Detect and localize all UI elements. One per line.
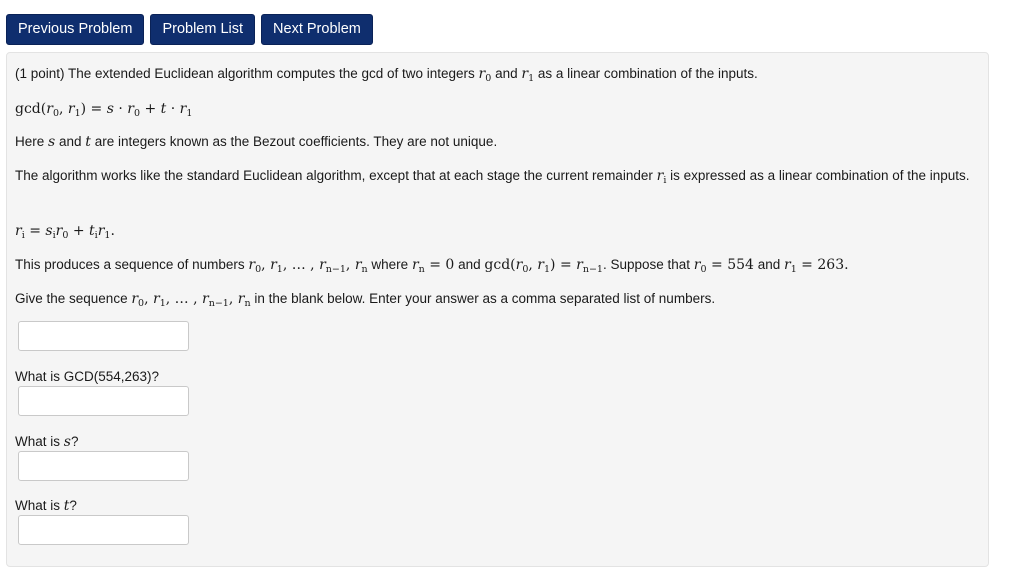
s-question: What is s? — [15, 434, 79, 450]
gcd-formula: $\gcd(r_0$, $r_1) = s \cdot r_0 + t \cdot r_1$ — [15, 101, 193, 119]
give-sequence-text: Give the sequence $r_0$, $r_1$, … , $r_{n-1}$, $r_n$ in the blank below. Enter your answer as a comma separated list of numbers. — [15, 291, 716, 309]
gcd-answer-input[interactable] — [18, 386, 189, 416]
t-answer-input[interactable] — [18, 515, 189, 545]
bezout-text: Here s and t are integers known as the Bezout coefficients. They are not unique. — [15, 134, 498, 150]
remainder-formula: $r_i = s_ir_0 + t_ir_1$. — [15, 223, 115, 241]
problem-navigation — [6, 14, 373, 45]
t-question: What is t? — [15, 498, 77, 514]
gcd-question: What is GCD(554,263)? — [15, 369, 160, 384]
r1-value: 263 — [817, 257, 845, 273]
next-problem-button[interactable]: Next Problem — [261, 14, 373, 45]
problem-body — [6, 52, 989, 567]
sequence-text: This produces a sequence of numbers $r_0$, $r_1$, … , $r_{n-1}$, $r_n$ where $r_n = 0$ and $\gcd(r_0$, $r_1) = r_{n-1}$. Suppose that $r_0 = 554$ and $r_1 = 263$. — [15, 257, 849, 275]
previous-problem-button[interactable]: Previous Problem — [6, 14, 144, 45]
sequence-answer-input[interactable] — [18, 321, 189, 351]
algorithm-text: The algorithm works like the standard Euclidean algorithm, except that at each stage the current remainder $r_i$ is expressed as a linear combination of the inputs. — [15, 168, 970, 186]
r0-value: 554 — [727, 257, 754, 273]
problem-list-button[interactable]: Problem List — [150, 14, 255, 45]
s-answer-input[interactable] — [18, 451, 189, 481]
problem-intro: (1 point) The extended Euclidean algorithm computes the gcd of two integers $r_0$ and $r_1$ as a linear combination of the inputs. — [15, 66, 758, 84]
